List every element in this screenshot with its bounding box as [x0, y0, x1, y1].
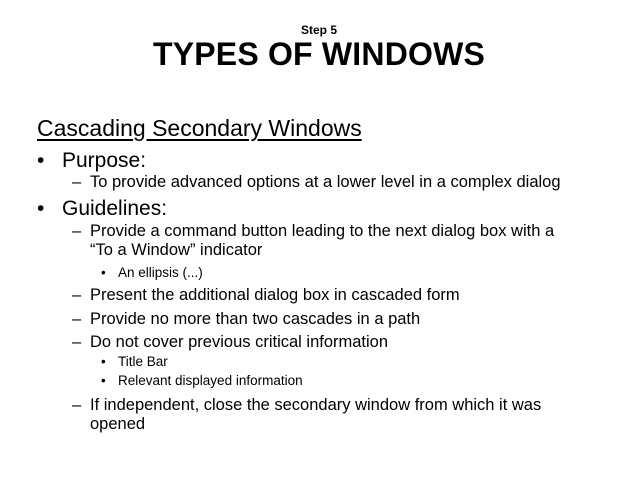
sub-item-text: Title Bar: [118, 354, 168, 369]
bullet-marker: •: [101, 265, 106, 280]
sub-item-text: Relevant displayed information: [118, 373, 303, 388]
bullet-marker: •: [101, 354, 106, 369]
guideline-item-5-line-2: opened: [90, 415, 146, 433]
bullet-marker: •: [37, 149, 45, 172]
sub-item-text: An ellipsis (...): [118, 265, 203, 280]
purpose-label: Purpose:: [62, 149, 147, 172]
bullet-marker: •: [101, 373, 106, 388]
step-label: Step 5: [300, 23, 337, 37]
guideline-item-1-line-1: Provide a command button leading to the next dialog box with a: [90, 222, 555, 240]
dash-marker: –: [72, 310, 82, 328]
purpose-item-text: To provide advanced options at a lower level in a complex dialog: [90, 173, 561, 191]
guideline-item-5-line-1: If independent, close the secondary window from which it was: [90, 396, 542, 414]
dash-marker: –: [72, 286, 82, 304]
dash-marker: –: [72, 222, 82, 240]
bullet-marker: •: [37, 197, 45, 220]
guideline-item-3-text: Provide no more than two cascades in a path: [90, 310, 421, 328]
guideline-item-2-text: Present the additional dialog box in cascaded form: [90, 286, 460, 304]
dash-marker: –: [72, 396, 82, 414]
guidelines-label: Guidelines:: [62, 197, 168, 220]
guideline-item-1-line-2: “To a Window” indicator: [90, 241, 263, 259]
dash-marker: –: [72, 333, 82, 351]
dash-marker: –: [72, 173, 82, 191]
section-heading: Cascading Secondary Windows: [37, 115, 362, 141]
slide-title: TYPES OF WINDOWS: [152, 36, 486, 72]
guideline-item-4-text: Do not cover previous critical information: [90, 333, 389, 351]
